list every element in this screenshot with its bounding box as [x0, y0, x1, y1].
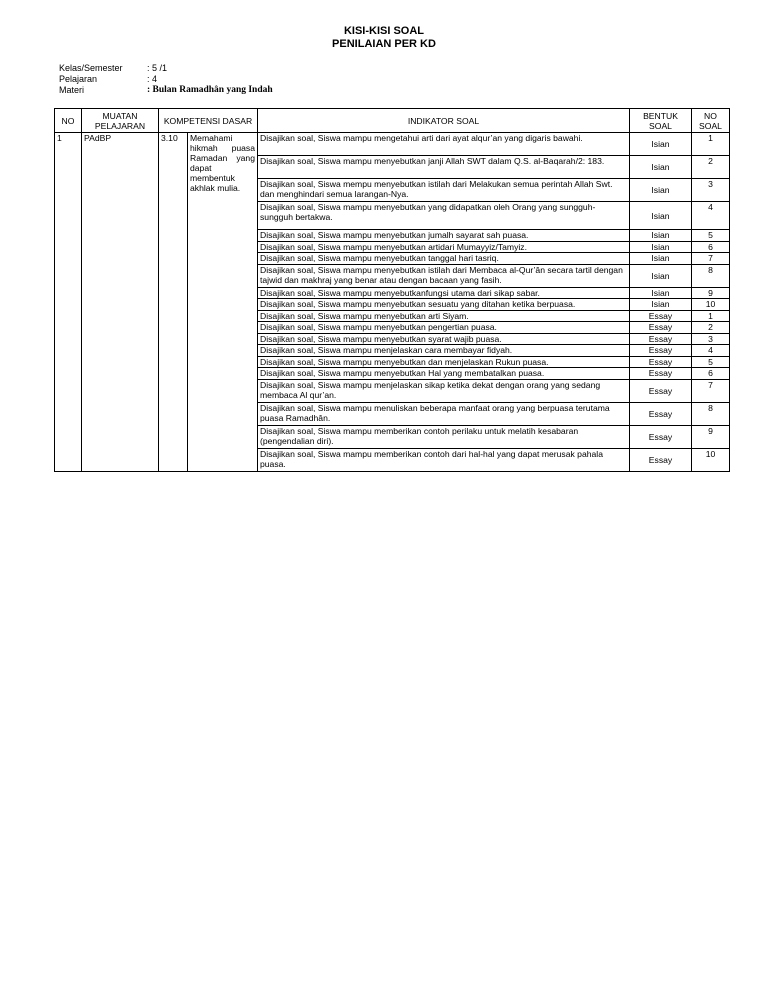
bentuk-soal-cell: Isian [630, 156, 692, 179]
kisi-kisi-table [54, 108, 730, 472]
header-no: NO [55, 109, 82, 133]
no-soal-cell: 10 [692, 299, 730, 311]
indikator-cell: Disajikan soal, Siswa mampu menyebutkan pengertian puasa. [258, 322, 630, 334]
bentuk-soal-cell: Essay [630, 356, 692, 368]
indikator-cell: Disajikan soal, Siswa mampu menyebutkan jumalh sayarat sah puasa. [258, 230, 630, 242]
bentuk-soal-cell: Isian [630, 202, 692, 230]
indikator-cell: Disajikan soal, Siswa mampu mengetahui arti dari ayat alqur’an yang digaris bawahi. [258, 133, 630, 156]
no-soal-cell: 2 [692, 156, 730, 179]
bentuk-soal-cell: Essay [630, 333, 692, 345]
indikator-cell: Disajikan soal, Siswa mampu menyebutkan yang didapatkan oleh Orang yang sungguh-sungguh bertakwa. [258, 202, 630, 230]
bentuk-soal-cell: Essay [630, 368, 692, 380]
no-soal-cell: 3 [692, 179, 730, 202]
indikator-cell: Disajikan soal, Siswa mampu menyebutkanfungsi utama dari sikap sabar. [258, 287, 630, 299]
bentuk-soal-cell: Isian [630, 179, 692, 202]
no-soal-cell: 8 [692, 402, 730, 425]
table-row [55, 133, 730, 156]
bentuk-soal-cell: Essay [630, 448, 692, 471]
indikator-cell: Disajikan soal, Siswa mampu menyebutkan sesuatu yang ditahan ketika berpuasa. [258, 299, 630, 311]
no-soal-cell: 4 [692, 345, 730, 357]
bentuk-soal-cell: Isian [630, 230, 692, 242]
header-no-soal: NO SOAL [692, 109, 730, 133]
no-soal-cell: 6 [692, 368, 730, 380]
meta-value: : Bulan Ramadhân yang Indah [147, 85, 273, 95]
bentuk-soal-cell: Isian [630, 264, 692, 287]
no-soal-cell: 3 [692, 333, 730, 345]
indikator-cell: Disajikan soal, Siswa mampu menyebutkan istilah dari Membaca al-Qur’ân secara tartil dengan tajwid dan makhraj yang benar atau dengan bacaan yang fasih. [258, 264, 630, 287]
indikator-cell: Disajikan soal, Siswa mampu menyebutkan arti Siyam. [258, 310, 630, 322]
table-header-row [55, 109, 730, 133]
bentuk-soal-cell: Isian [630, 299, 692, 311]
no-soal-cell: 2 [692, 322, 730, 334]
muatan-pelajaran: PAdBP [82, 133, 159, 472]
meta-label: Kelas/Semester [59, 63, 123, 73]
indikator-cell: Disajikan soal, Siswa mampu menjelaskan cara membayar fidyah. [258, 345, 630, 357]
indikator-cell: Disajikan soal, Siswa mampu memberikan contoh dari hal-hal yang dapat merusak pahala puasa. [258, 448, 630, 471]
indikator-cell: Disajikan soal, Siswa mampu menyebutkan artidari Mumayyiz/Tamyiz. [258, 241, 630, 253]
indikator-cell: Disajikan soal, Siswa mampu menyebutkan Hal yang membatalkan puasa. [258, 368, 630, 380]
no-soal-cell: 1 [692, 310, 730, 322]
header-indikator-soal: INDIKATOR SOAL [258, 109, 630, 133]
no-soal-cell: 1 [692, 133, 730, 156]
indikator-cell: Disajikan soal, Siswa mampu menyebutkan syarat wajib puasa. [258, 333, 630, 345]
indikator-cell: Disajikan soal, Siswa mampu menuliskan beberapa manfaat orang yang berpuasa terutama puasa Ramadhân. [258, 402, 630, 425]
meta-value: : 5 /1 [147, 63, 168, 73]
document-subtitle: PENILAIAN PER KD [332, 38, 436, 50]
indikator-cell: Disajikan soal, Siswa mampu menyebutkan tanggal hari tasriq. [258, 253, 630, 265]
kd-number: 3.10 [159, 133, 188, 472]
no-soal-cell: 5 [692, 356, 730, 368]
row-no: 1 [55, 133, 82, 472]
no-soal-cell: 5 [692, 230, 730, 242]
bentuk-soal-cell: Isian [630, 133, 692, 156]
meta-label: Pelajaran [59, 74, 98, 84]
indikator-cell: Disajikan soal, Siswa mempu menyebutkan istilah dari Melakukan semua perintah Allah Swt. dan menghindari semua larangan-Nya. [258, 179, 630, 202]
no-soal-cell: 4 [692, 202, 730, 230]
bentuk-soal-cell: Essay [630, 310, 692, 322]
no-soal-cell: 9 [692, 425, 730, 448]
document-title: KISI-KISI SOAL [343, 25, 425, 37]
no-soal-cell: 7 [692, 379, 730, 402]
no-soal-cell: 9 [692, 287, 730, 299]
bentuk-soal-cell: Isian [630, 241, 692, 253]
bentuk-soal-cell: Essay [630, 322, 692, 334]
bentuk-soal-cell: Isian [630, 287, 692, 299]
no-soal-cell: 10 [692, 448, 730, 471]
header-kompetensi-dasar: KOMPETENSI DASAR [159, 109, 258, 133]
header-bentuk-soal: BENTUK SOAL [630, 109, 692, 133]
bentuk-soal-cell: Isian [630, 253, 692, 265]
indikator-cell: Disajikan soal, Siswa mampu menjelaskan sikap ketika dekat dengan orang yang sedang membaca Al qur’an. [258, 379, 630, 402]
meta-label: Materi [59, 85, 85, 95]
bentuk-soal-cell: Essay [630, 345, 692, 357]
indikator-cell: Disajikan soal, Siswa mampu memberikan contoh perilaku untuk melatih kesabaran (pengendalian diri). [258, 425, 630, 448]
indikator-cell: Disajikan soal, Siswa mampu menyebutkan dan menjelaskan Rukun puasa. [258, 356, 630, 368]
meta-value: : 4 [147, 74, 158, 84]
bentuk-soal-cell: Essay [630, 425, 692, 448]
kd-description: Memahami hikmah puasa Ramadan yang dapat membentuk akhlak mulia. [188, 133, 258, 472]
bentuk-soal-cell: Essay [630, 402, 692, 425]
indikator-cell: Disajikan soal, Siswa mampu menyebutkan janji Allah SWT dalam Q.S. al-Baqarah/2: 183. [258, 156, 630, 179]
bentuk-soal-cell: Essay [630, 379, 692, 402]
no-soal-cell: 7 [692, 253, 730, 265]
header-muatan-pelajaran: MUATAN PELAJARAN [82, 109, 159, 133]
no-soal-cell: 8 [692, 264, 730, 287]
no-soal-cell: 6 [692, 241, 730, 253]
